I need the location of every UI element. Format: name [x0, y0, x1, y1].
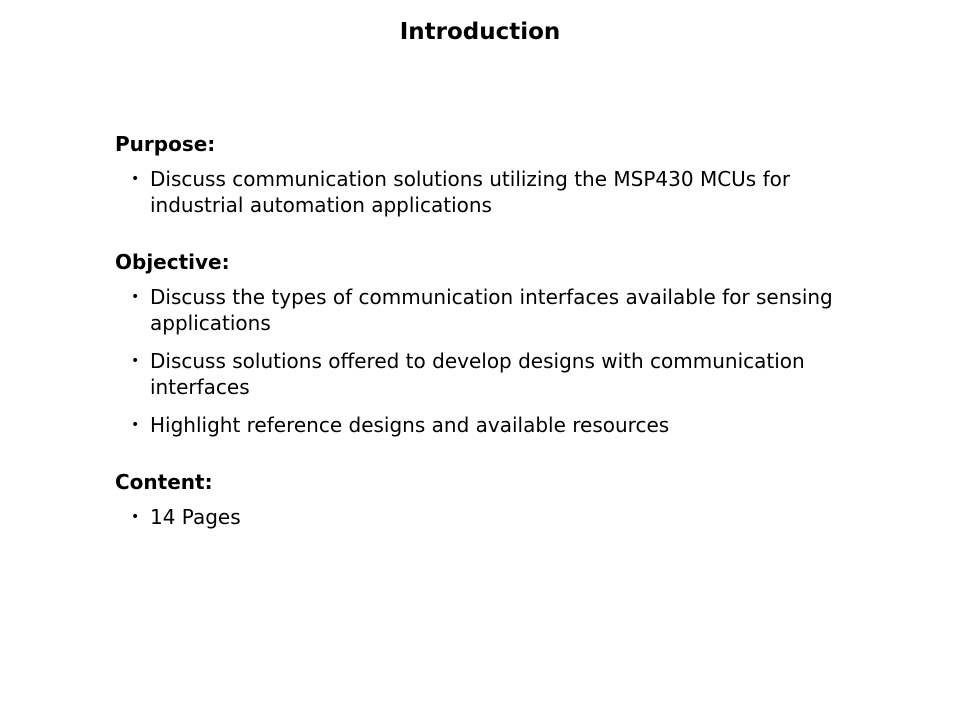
section-content: [115, 468, 855, 530]
bullet-item: [115, 504, 855, 530]
bullet-list-objective: [115, 284, 855, 438]
bullet-icon: •: [131, 289, 140, 305]
bullet-text: 14 Pages: [150, 505, 241, 529]
bullet-icon: •: [131, 353, 140, 369]
section-objective: [115, 248, 855, 438]
bullet-icon: •: [131, 417, 140, 433]
section-heading-purpose: Purpose:: [115, 132, 216, 156]
bullet-item: [115, 166, 855, 218]
slide-title: Introduction: [399, 19, 561, 45]
bullet-text: Highlight reference designs and available resources: [150, 413, 670, 437]
bullet-list-purpose: [115, 166, 855, 218]
slide-content: [115, 130, 855, 560]
bullet-text: Discuss the types of communication interfaces available for sensing applications: [150, 285, 833, 335]
section-purpose: [115, 130, 855, 218]
bullet-item: [115, 412, 855, 438]
section-heading-content: Content:: [115, 470, 213, 494]
bullet-text: Discuss solutions offered to develop designs with communication interfaces: [150, 349, 805, 399]
bullet-text: Discuss communication solutions utilizing the MSP430 MCUs for industrial automation applications: [150, 167, 791, 217]
bullet-icon: •: [131, 171, 140, 187]
bullet-icon: •: [131, 509, 140, 525]
bullet-list-content: [115, 504, 855, 530]
section-heading-objective: Objective:: [115, 250, 230, 274]
bullet-item: [115, 348, 855, 400]
bullet-item: [115, 284, 855, 336]
